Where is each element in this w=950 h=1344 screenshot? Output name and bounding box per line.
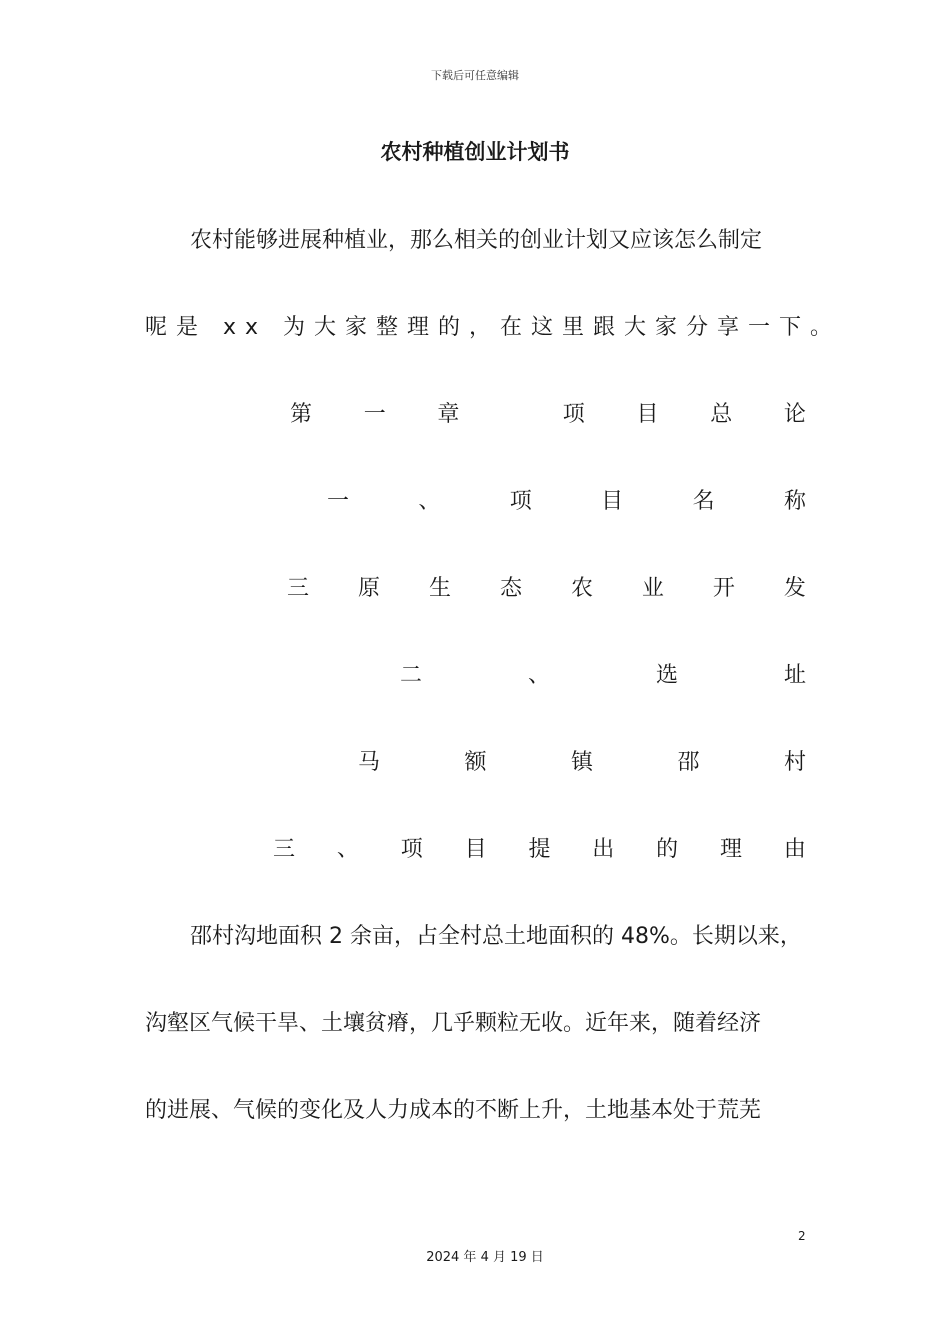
heading-char: 生: [428, 576, 451, 601]
heading-char: 、: [527, 663, 550, 688]
heading-char: 镇: [570, 750, 593, 775]
heading-char: 目: [601, 489, 624, 514]
heading-char: 态: [499, 576, 522, 601]
heading-char: 称: [783, 489, 806, 514]
item3-heading: [273, 835, 806, 865]
heading-char: 第: [290, 402, 313, 427]
heading-char: 村: [783, 750, 806, 775]
body-line-3: 的进展、气候的变化及人力成本的不断上升，土地基本处于荒芜: [145, 1098, 762, 1123]
item1-content: [287, 574, 806, 604]
heading-char: 提: [528, 837, 551, 862]
heading-char: 一: [327, 489, 350, 514]
intro-line-2: 呢是 xx 为大家整理的，在这里跟大家分享一下。: [145, 315, 842, 340]
heading-char: 原: [357, 576, 380, 601]
heading-char: 、: [336, 837, 359, 862]
item1-heading: [327, 487, 806, 517]
heading-char: 出: [592, 837, 615, 862]
heading-char: 业: [641, 576, 664, 601]
item2-heading: [400, 661, 806, 691]
header-note: 下载后可任意编辑: [431, 69, 519, 82]
body-line-2: 沟壑区气候干旱、土壤贫瘠，几乎颗粒无收。近年来，随着经济: [145, 1011, 762, 1036]
heading-char: 三: [273, 837, 296, 862]
heading-char: 目: [636, 402, 659, 427]
heading-char: 选: [655, 663, 678, 688]
heading-char: 目: [464, 837, 487, 862]
heading-char: 项: [400, 837, 423, 862]
footer-date: 2024 年 4 月 19 日: [426, 1250, 544, 1265]
heading-char: 项: [509, 489, 532, 514]
body-line-1: 邵村沟地面积 2 余亩，占全村总土地面积的 48%。长期以来，: [190, 924, 802, 949]
heading-char: 马: [358, 750, 381, 775]
item2-content: [358, 748, 806, 778]
heading-char: 发: [783, 576, 806, 601]
document-title: 农村种植创业计划书: [380, 140, 570, 164]
heading-char: 理: [720, 837, 743, 862]
heading-char: 、: [418, 489, 441, 514]
heading-char: 章: [437, 402, 460, 427]
heading-char: 邵: [677, 750, 700, 775]
intro-line-1: 农村能够进展种植业，那么相关的创业计划又应该怎么制定: [190, 228, 763, 253]
heading-char: 三: [287, 576, 310, 601]
heading-char: 一: [363, 402, 386, 427]
heading-char: 农: [570, 576, 593, 601]
heading-char: 额: [464, 750, 487, 775]
heading-char: 二: [400, 663, 423, 688]
heading-char: 论: [783, 402, 806, 427]
heading-char: 址: [783, 663, 806, 688]
heading-char: 的: [656, 837, 679, 862]
heading-char: 项: [562, 402, 585, 427]
page-number: 2: [798, 1229, 806, 1243]
heading-char: 由: [783, 837, 806, 862]
heading-char: 总: [710, 402, 733, 427]
chapter-heading: [290, 400, 806, 430]
heading-char: 开: [712, 576, 735, 601]
heading-char: 名: [692, 489, 715, 514]
